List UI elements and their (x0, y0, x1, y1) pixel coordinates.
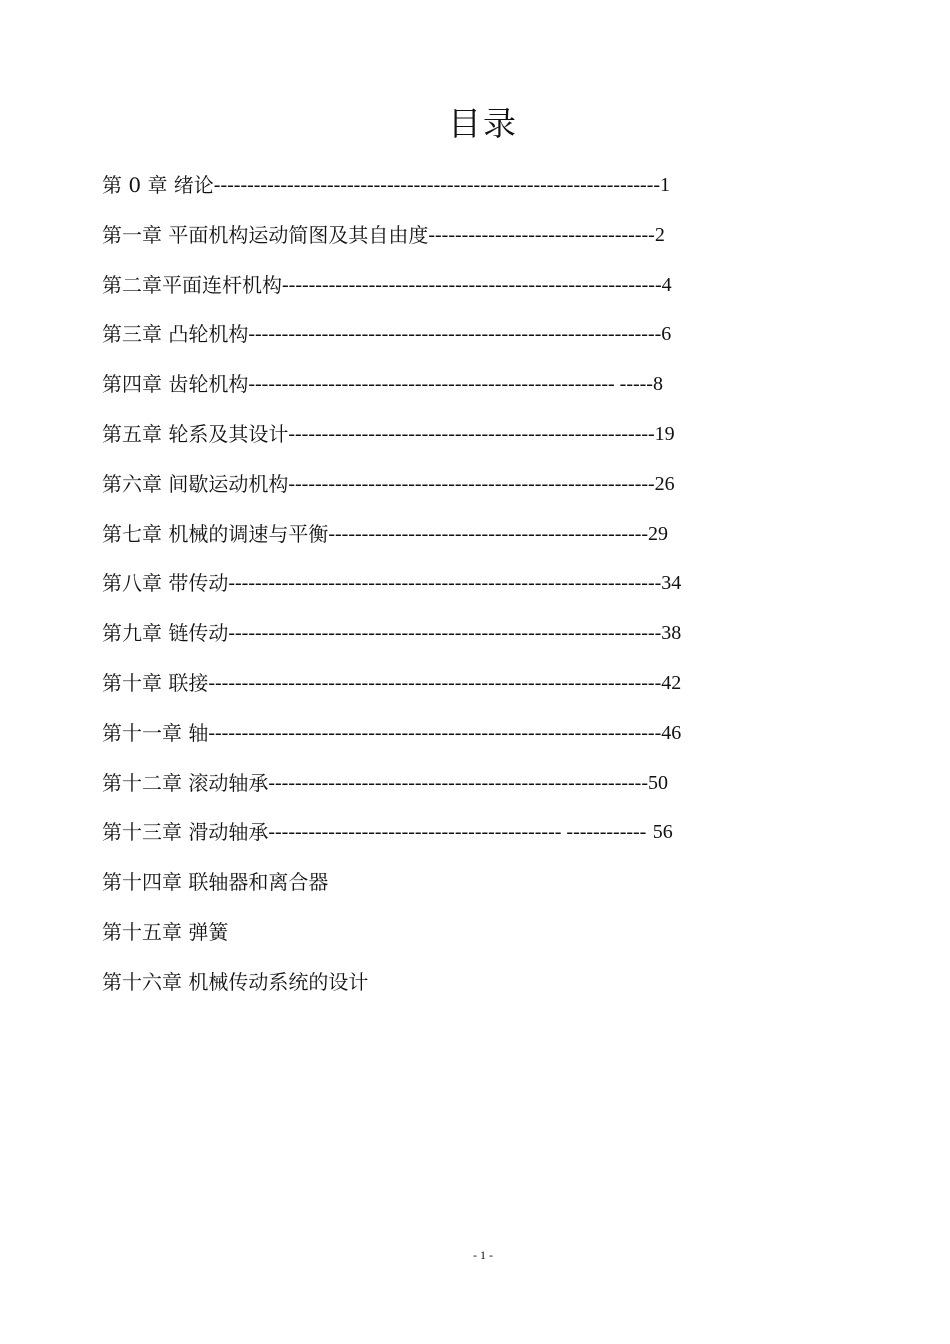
toc-entry-page-number: 46 (661, 721, 682, 744)
toc-entry-label: 第八章 带传动 (102, 571, 229, 596)
toc-entry[interactable] (102, 519, 762, 569)
toc-entry-label: 第 0 章 绪论 (102, 173, 214, 197)
toc-entry-leader: ----------------------------------------------------------------- (228, 572, 662, 595)
toc-entry-page-number: 42 (661, 671, 682, 694)
toc-entry[interactable] (102, 967, 762, 1017)
toc-entry[interactable] (102, 170, 762, 220)
toc-entry[interactable] (102, 867, 762, 917)
toc-entry-page-number: 4 (661, 273, 672, 296)
toc-entry-page-number: 34 (661, 572, 682, 595)
toc-entry-page-number: 38 (661, 622, 682, 645)
toc-entry[interactable] (102, 618, 762, 668)
toc-entry-page-number: 8 (652, 373, 663, 396)
toc-entry-leader: --------------------------------------------------------- (268, 771, 648, 794)
toc-entry-page-number: 6 (661, 323, 672, 346)
page-title: 目录 (448, 104, 518, 143)
toc-entry-page-number: 26 (654, 472, 675, 495)
toc-entry[interactable] (102, 917, 762, 967)
table-of-contents (102, 170, 762, 1017)
toc-entry-label: 第五章 轮系及其设计 (102, 421, 289, 446)
toc-entry-label: 第九章 链传动 (102, 621, 229, 646)
toc-entry-page-number: 19 (654, 422, 675, 445)
toc-entry-label: 第一章 平面机构运动简图及其自由度 (102, 222, 429, 247)
toc-entry-label: 第三章 凸轮机构 (102, 322, 249, 347)
toc-entry-page-number: 1 (660, 174, 671, 196)
toc-entry-leader: -------------------------------------------- ------------ (268, 821, 647, 844)
toc-entry-leader: -------------------------------------------------------------- (248, 323, 662, 346)
toc-entry[interactable] (102, 319, 762, 369)
toc-entry-label: 第七章 机械的调速与平衡 (102, 521, 329, 546)
toc-entry-page-number: 29 (648, 522, 669, 545)
toc-entry-leader: -------------------------------------------------------------------- (208, 671, 662, 694)
toc-entry-page-number: 2 (654, 223, 665, 246)
toc-entry-leader: ------------------------------------------------------- (288, 472, 655, 495)
toc-entry-label: 第十六章 机械传动系统的设计 (102, 969, 369, 994)
toc-entry-page-number: 50 (648, 771, 668, 794)
toc-entry-leader: -------------------------------------------------------------------- (208, 721, 662, 744)
toc-entry-label: 第十五章 弹簧 (102, 919, 229, 944)
toc-entry-label: 第二章平面连杆机构 (102, 272, 282, 297)
toc-entry-label: 第十章 联接 (102, 670, 209, 695)
toc-entry-leader: ------------------------------------------------------- ----- (248, 373, 653, 396)
toc-entry[interactable] (102, 718, 762, 768)
toc-entry-label: 第十一章 轴 (102, 720, 209, 745)
toc-entry-leader: ----------------------------------------------------------------- (228, 622, 662, 645)
toc-entry-leader: ------------------------------------------------------------------- (213, 174, 661, 196)
toc-entry-leader: --------------------------------------------------------- (282, 273, 662, 296)
toc-entry-label: 第十三章 滑动轴承 (102, 820, 269, 845)
toc-entry-label: 第十四章 联轴器和离合器 (102, 870, 329, 895)
toc-entry[interactable] (102, 270, 762, 320)
toc-entry-label: 第六章 间歇运动机构 (102, 471, 289, 496)
toc-entry-page-number: 56 (652, 821, 673, 844)
toc-entry[interactable] (102, 369, 762, 419)
toc-entry-leader: ------------------------------------------------------- (288, 422, 655, 445)
toc-entry[interactable] (102, 568, 762, 618)
toc-entry[interactable] (102, 469, 762, 519)
toc-entry-label: 第四章 齿轮机构 (102, 372, 249, 397)
page-footer-number: - 1 - (473, 1248, 493, 1262)
toc-entry-leader: ---------------------------------- (428, 223, 655, 246)
toc-entry[interactable] (102, 419, 762, 469)
toc-entry[interactable] (102, 668, 762, 718)
toc-entry[interactable] (102, 220, 762, 270)
toc-entry[interactable] (102, 768, 762, 818)
toc-entry[interactable] (102, 817, 762, 867)
toc-entry-label: 第十二章 滚动轴承 (102, 770, 269, 795)
toc-entry-leader: ------------------------------------------------ (328, 522, 649, 545)
